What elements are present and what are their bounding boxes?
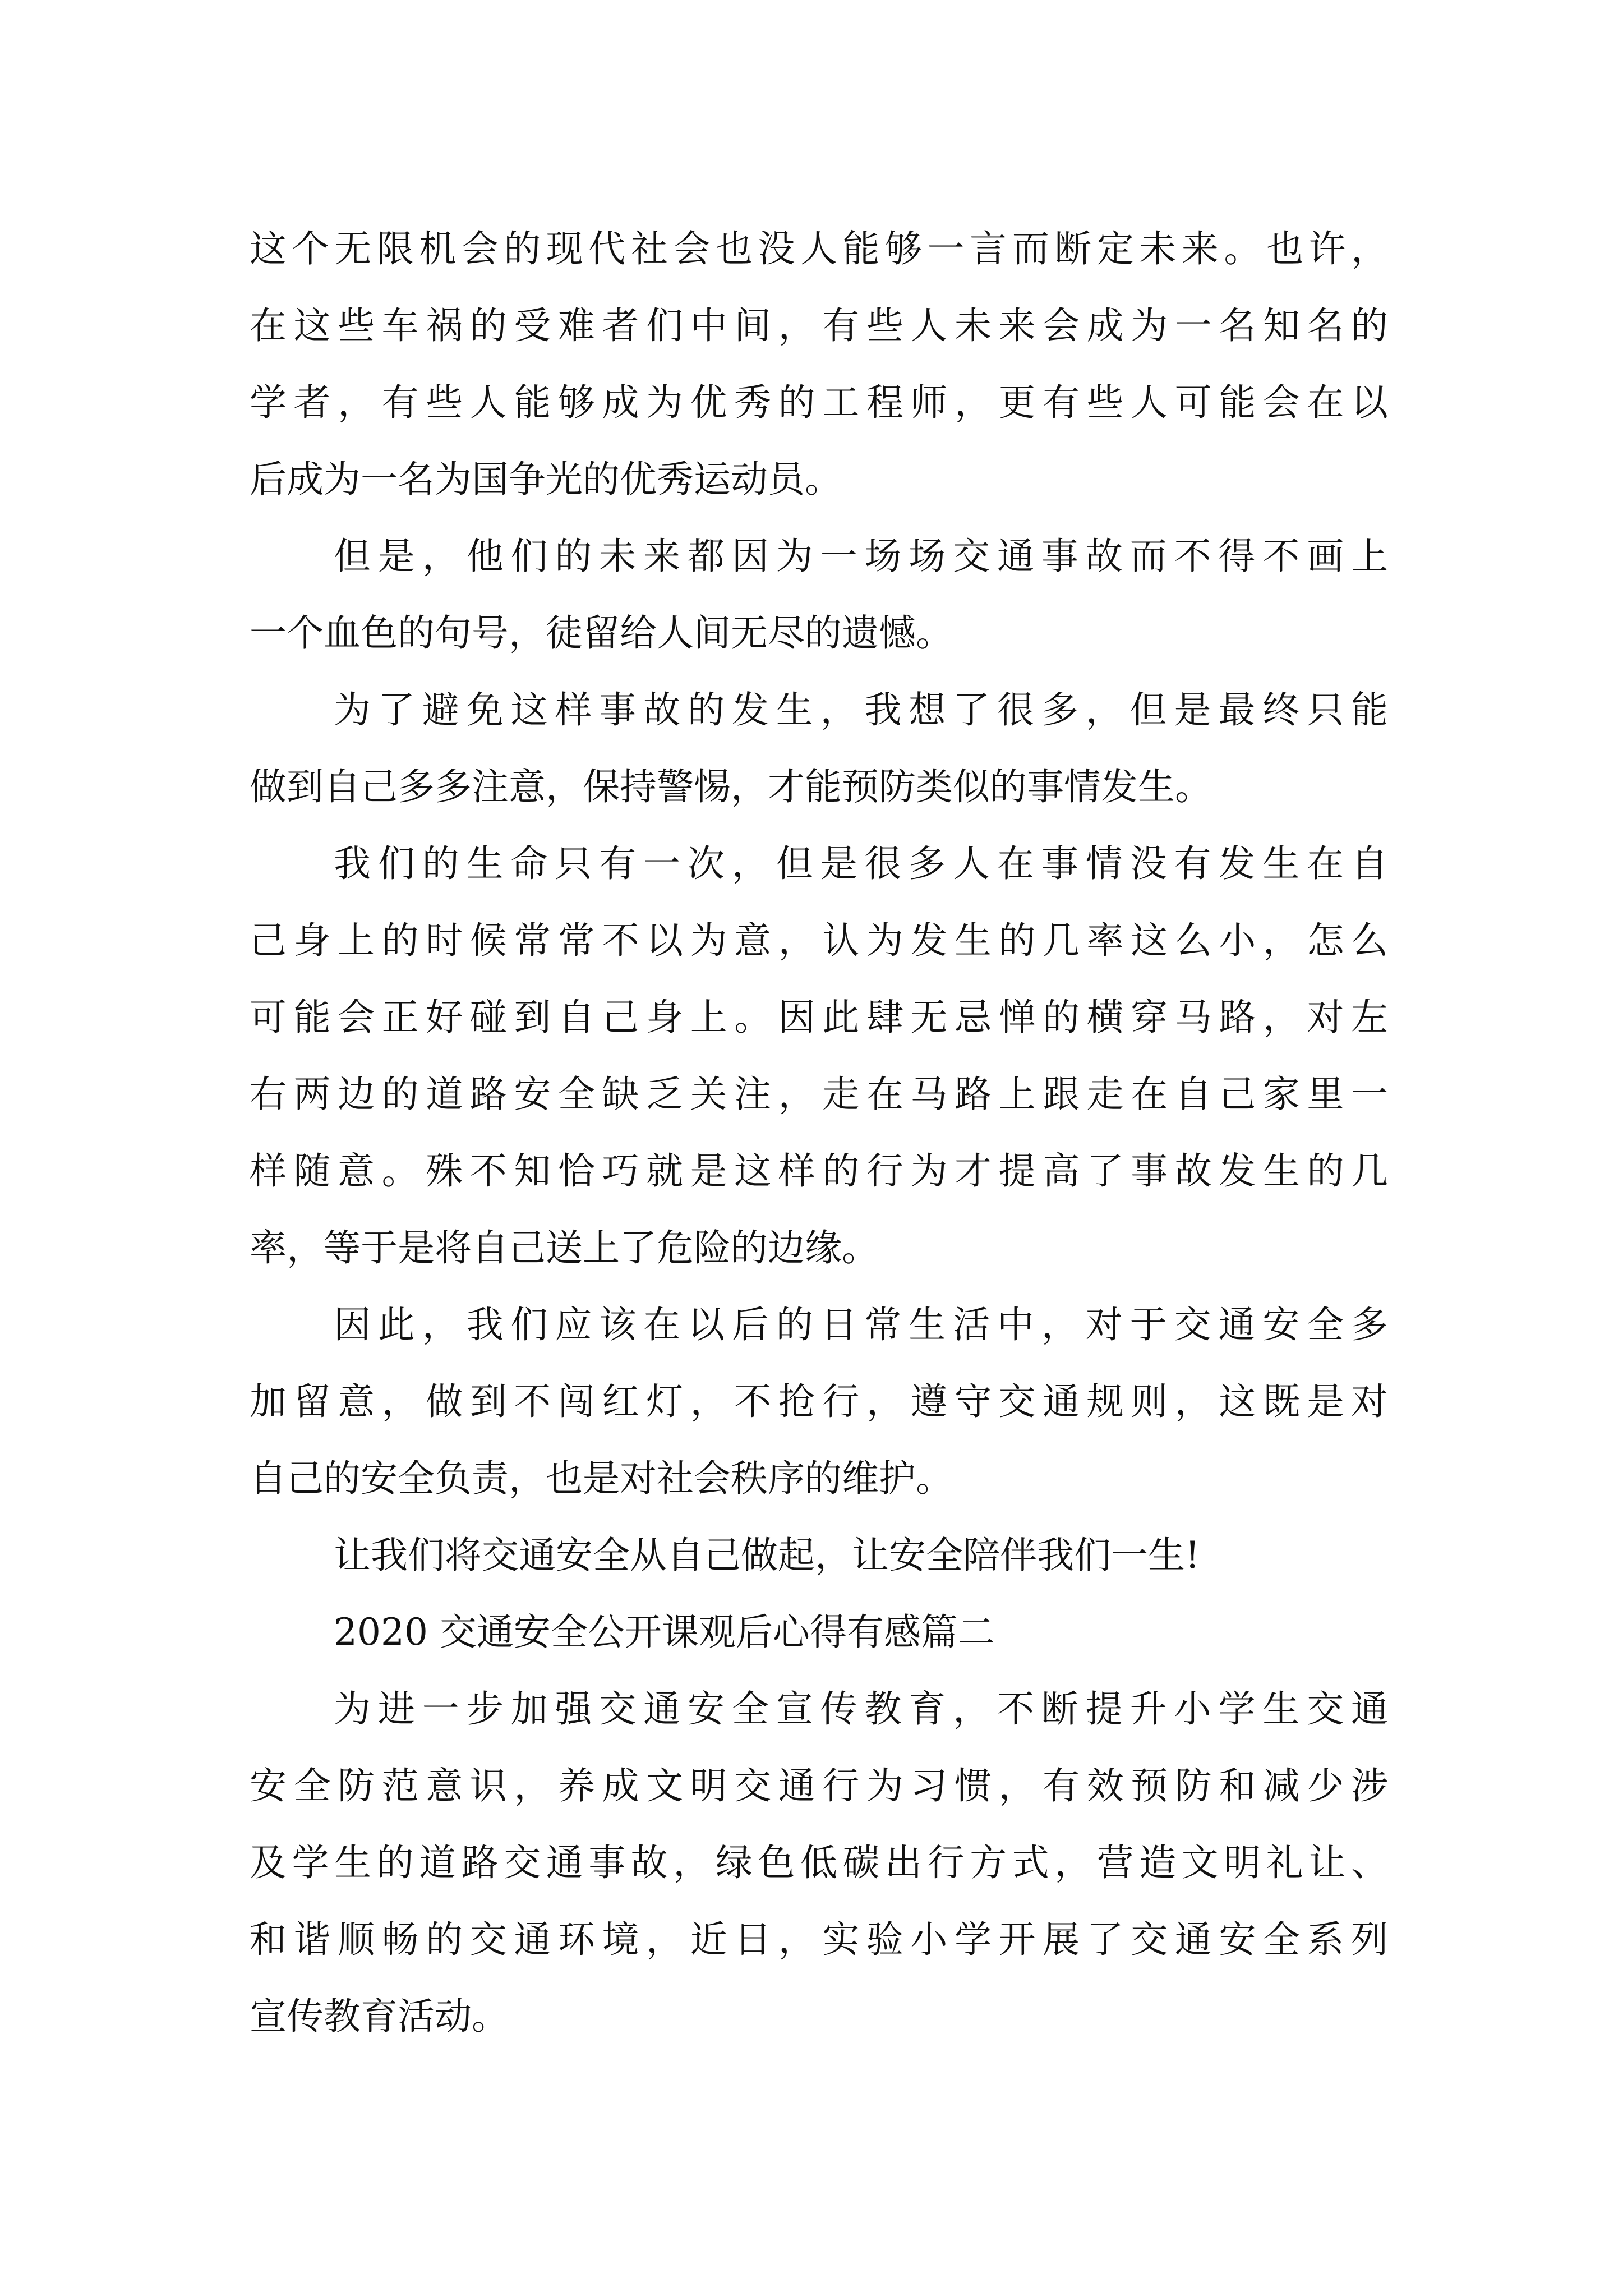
text-line: 加留意，做到不闯红灯，不抢行，遵守交通规则，这既是对: [250, 1380, 1388, 1423]
text-line: 但是，他们的未来都因为一场场交通事故而不得不画上: [334, 535, 1388, 578]
text-line: 己身上的时候常常不以为意，认为发生的几率这么小，怎么: [250, 919, 1388, 962]
document-body: [250, 210, 1388, 2055]
text-line: 自己的安全负责，也是对社会秩序的维护。: [250, 1457, 953, 1500]
text-line: 做到自己多多注意，保持警惕，才能预防类似的事情发生。: [250, 765, 1212, 808]
text-line: 安全防范意识，养成文明交通行为习惯，有效预防和减少涉: [250, 1764, 1388, 1807]
text-line: 右两边的道路安全缺乏关注，走在马路上跟走在自己家里一: [250, 1073, 1388, 1116]
text-line: 及学生的道路交通事故，绿色低碳出行方式，营造文明礼让、: [250, 1841, 1388, 1884]
text-line: 2020 交通安全公开课观后心得有感篇二: [334, 1611, 995, 1654]
text-line: 一个血色的句号，徒留给人间无尽的遗憾。: [250, 611, 953, 655]
text-line: 后成为一名为国争光的优秀运动员。: [250, 458, 842, 501]
text-line: 和谐顺畅的交通环境，近日，实验小学开展了交通安全系列: [250, 1918, 1388, 1961]
text-line: 为进一步加强交通安全宣传教育，不断提升小学生交通: [334, 1687, 1388, 1731]
text-line: 因此，我们应该在以后的日常生活中，对于交通安全多: [334, 1303, 1388, 1346]
text-line: 为了避免这样事故的发生，我想了很多，但是最终只能: [334, 688, 1388, 731]
text-line: 在这些车祸的受难者们中间，有些人未来会成为一名知名的: [250, 304, 1388, 347]
text-line: 我们的生命只有一次，但是很多人在事情没有发生在自: [334, 842, 1388, 885]
text-line: 宣传教育活动。: [250, 1995, 509, 2038]
text-line: 样随意。殊不知恰巧就是这样的行为才提高了事故发生的几: [250, 1149, 1388, 1193]
text-line: 可能会正好碰到自己身上。因此肆无忌惮的横穿马路，对左: [250, 996, 1388, 1039]
text-line: 学者，有些人能够成为优秀的工程师，更有些人可能会在以: [250, 381, 1388, 424]
text-line: 让我们将交通安全从自己做起，让安全陪伴我们一生!: [334, 1534, 1200, 1577]
text-line: 率，等于是将自己送上了危险的边缘。: [250, 1226, 879, 1269]
text-line: 这个无限机会的现代社会也没人能够一言而断定未来。也许，: [250, 227, 1388, 270]
